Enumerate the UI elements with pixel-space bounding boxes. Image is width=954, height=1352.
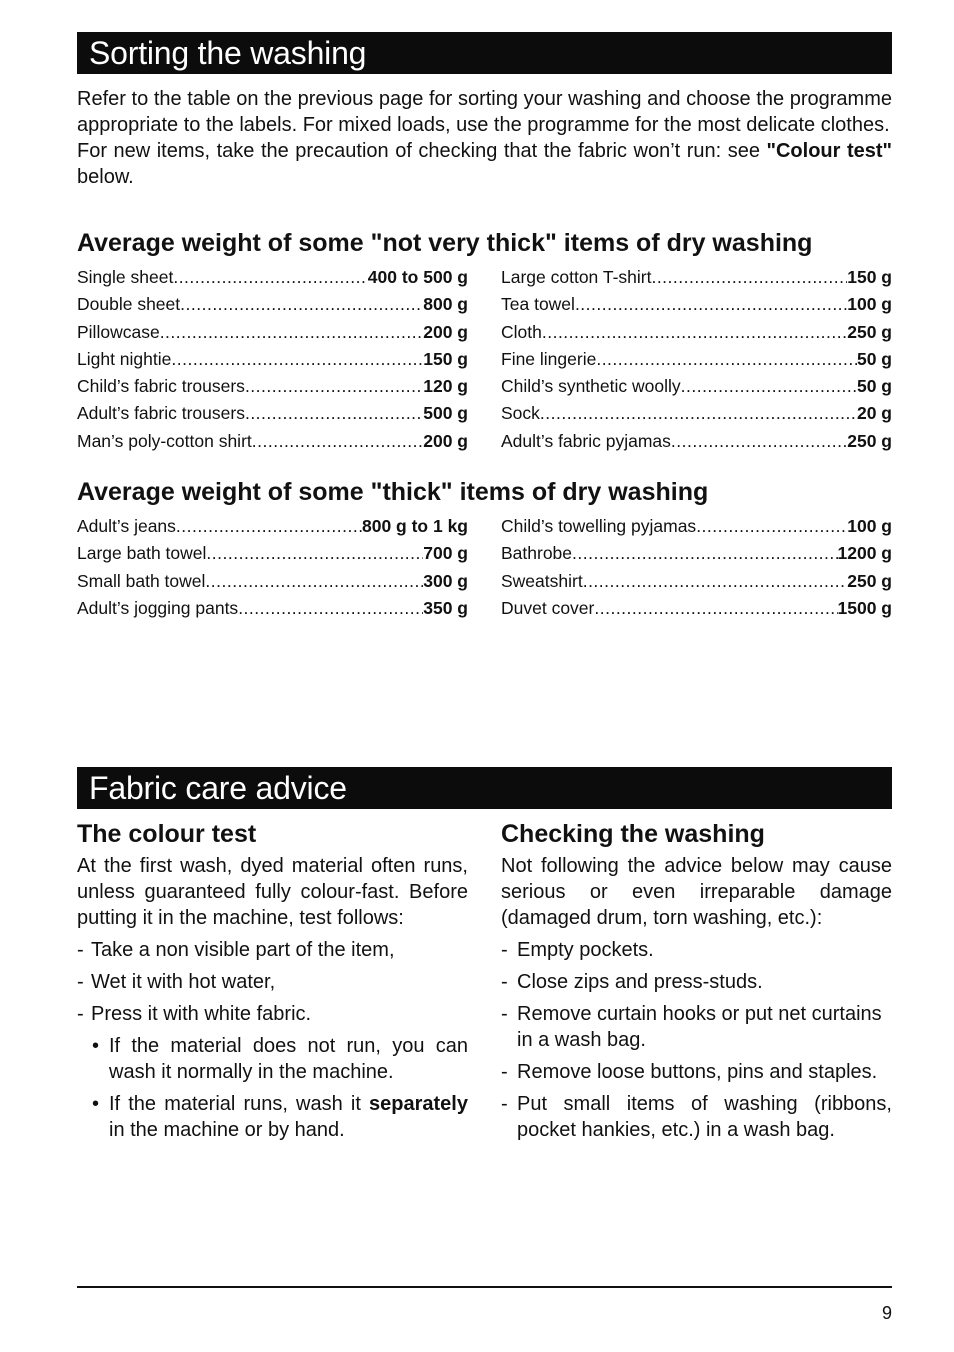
item-weight: 500 g [423,403,468,424]
item-label: Sock [501,403,540,424]
item-label: Child’s fabric trousers [77,376,245,397]
leader-dots [245,373,423,400]
list-item: • If the material does not run, you can wash it normally in the machine. [77,1033,468,1085]
leader-dots [238,595,423,622]
weight-row [77,595,468,622]
item-weight: 250 g [847,430,892,451]
item-weight: 800 g to 1 kg [361,516,468,537]
item-label: Tea towel [501,294,575,315]
leader-dots [696,513,847,540]
item-label: Pillowcase [77,321,160,342]
colour-test-column [77,819,468,1143]
leader-dots [245,400,423,427]
weight-row [77,568,468,595]
page-number: 9 [881,1303,892,1323]
item-label: Duvet cover [501,597,595,618]
item-label: Adult’s jogging pants [77,597,239,618]
weight-row [77,513,468,540]
intro-paragraph-2 [77,138,892,190]
intro-p2-text: For new items, take the precaution of checking that the fabric won’t run: see [77,140,767,162]
item-weight: 400 to 500 g [367,267,468,287]
list-item: - Wet it with hot water, [77,969,468,995]
colour-test-outcomes [77,1033,468,1143]
colour-test-intro: At the first wash, dyed material often runs, unless guaranteed fully colour-fast. Before putting it in the machine, test follows: [77,855,468,930]
thick-items-heading: Average weight of some "thick" items of dry washing [77,478,709,507]
item-label: Man’s poly-cotton shirt [77,430,252,451]
item-label: Sweatshirt [501,570,583,591]
leader-dots [180,291,423,318]
list-item: - Take a non visible part of the item, [77,937,468,963]
item-weight: 100 g [847,516,892,537]
item-weight: 250 g [847,321,892,342]
item-label: Cloth [501,321,542,342]
leader-dots [176,513,362,540]
item-weight: 1200 g [837,543,892,564]
item-weight: 700 g [423,543,468,564]
item-weight: 350 g [423,597,468,618]
item-label: Child’s synthetic woolly [501,376,681,397]
item-weight: 50 g [856,376,892,397]
leader-dots [252,428,423,455]
weight-row [501,568,892,595]
item-weight: 250 g [847,570,892,591]
weight-row [501,264,892,291]
colour-test-heading: The colour test [77,820,257,849]
leader-dots [542,319,847,346]
weight-row [77,540,468,567]
outcome-tail: in the machine or by hand. [109,1119,345,1142]
item-label: Child’s towelling pyjamas [501,516,697,537]
item-weight: 1500 g [837,597,892,618]
item-weight: 100 g [847,294,892,315]
item-weight: 20 g [856,403,892,424]
weight-row [501,346,892,373]
thin-items-left-column [77,264,468,455]
emphasis-separately: separately [369,1093,468,1116]
checking-steps [501,937,892,1143]
weight-row [501,291,892,318]
thick-items-left-column [77,513,468,622]
weight-row [77,428,468,455]
list-item: - Close zips and press-studs. [501,969,892,995]
checking-intro: Not following the advice below may cause serious or even irreparable damage (damaged drum, torn washing, etc.): [501,855,892,930]
colour-test-reference: "Colour test" [766,140,892,162]
leader-dots [540,400,857,427]
intro-p2-tail: below. [77,166,134,188]
item-weight: 800 g [423,294,468,315]
weight-row [77,346,468,373]
weight-row [501,319,892,346]
weight-row [77,291,468,318]
item-label: Large bath towel [77,543,207,564]
leader-dots [572,540,837,567]
item-label: Double sheet [77,294,181,315]
weight-row [501,595,892,622]
checking-column [501,819,892,1143]
thin-items-right-column [501,264,892,455]
list-item: - Remove curtain hooks or put net curtains in a wash bag. [501,1001,892,1053]
colour-test-steps [77,937,468,1027]
list-item: - Press it with white fabric. [77,1001,468,1027]
leader-dots [583,568,848,595]
weight-row [77,319,468,346]
list-item: - Empty pockets. [501,937,892,963]
footer-rule [77,1286,892,1288]
weight-row [501,400,892,427]
sorting-intro [77,86,892,190]
leader-dots [681,373,857,400]
item-weight: 150 g [847,267,892,287]
list-item: - Remove loose buttons, pins and staples. [501,1059,892,1085]
item-label: Bathrobe [501,543,573,564]
checking-heading: Checking the washing [501,820,765,849]
item-weight: 300 g [423,570,468,591]
thick-items-right-column [501,513,892,622]
weight-row [501,428,892,455]
leader-dots [206,540,423,567]
item-label: Fine lingerie [501,348,597,369]
item-weight: 200 g [423,430,468,451]
thick-items-table [77,513,892,622]
item-weight: 50 g [856,348,892,369]
leader-dots [160,319,424,346]
page-content [77,32,892,1143]
item-label: Single sheet [77,267,174,287]
list-item [77,1091,468,1143]
list-item: - Put small items of washing (ribbons, pocket hankies, etc.) in a wash bag. [501,1091,892,1143]
item-label: Adult’s jeans [77,516,176,537]
section-title-sorting: Sorting the washing [77,32,892,74]
item-label: Large cotton T-shirt [501,267,652,287]
leader-dots [671,428,847,455]
item-label: Adult’s fabric pyjamas [501,430,671,451]
item-weight: 150 g [423,348,468,369]
outcome-text: If the material runs, wash it [109,1093,370,1116]
leader-dots [173,264,367,291]
weight-row [77,373,468,400]
weight-row [501,373,892,400]
leader-dots [596,346,857,373]
thin-items-table [77,264,892,455]
intro-paragraph-1: Refer to the table on the previous page for sorting your washing and choose the programme appropriate to the labels. For mixed loads, use the programme for the most delicate clothes. [77,88,892,136]
item-weight: 120 g [423,376,468,397]
thin-items-heading: Average weight of some "not very thick" items of dry washing [77,229,813,257]
section-title-fabric-care: Fabric care advice [77,767,892,809]
weight-row [501,513,892,540]
weight-row [77,400,468,427]
item-label: Light nightie [77,348,172,369]
item-label: Small bath towel [77,570,206,591]
leader-dots [575,291,847,318]
leader-dots [205,568,423,595]
leader-dots [171,346,423,373]
leader-dots [594,595,837,622]
leader-dots [651,264,847,291]
weight-row [77,264,468,291]
fabric-care-columns [77,819,892,1143]
weight-row [501,540,892,567]
item-label: Adult’s fabric trousers [77,403,245,424]
item-weight: 200 g [423,321,468,342]
